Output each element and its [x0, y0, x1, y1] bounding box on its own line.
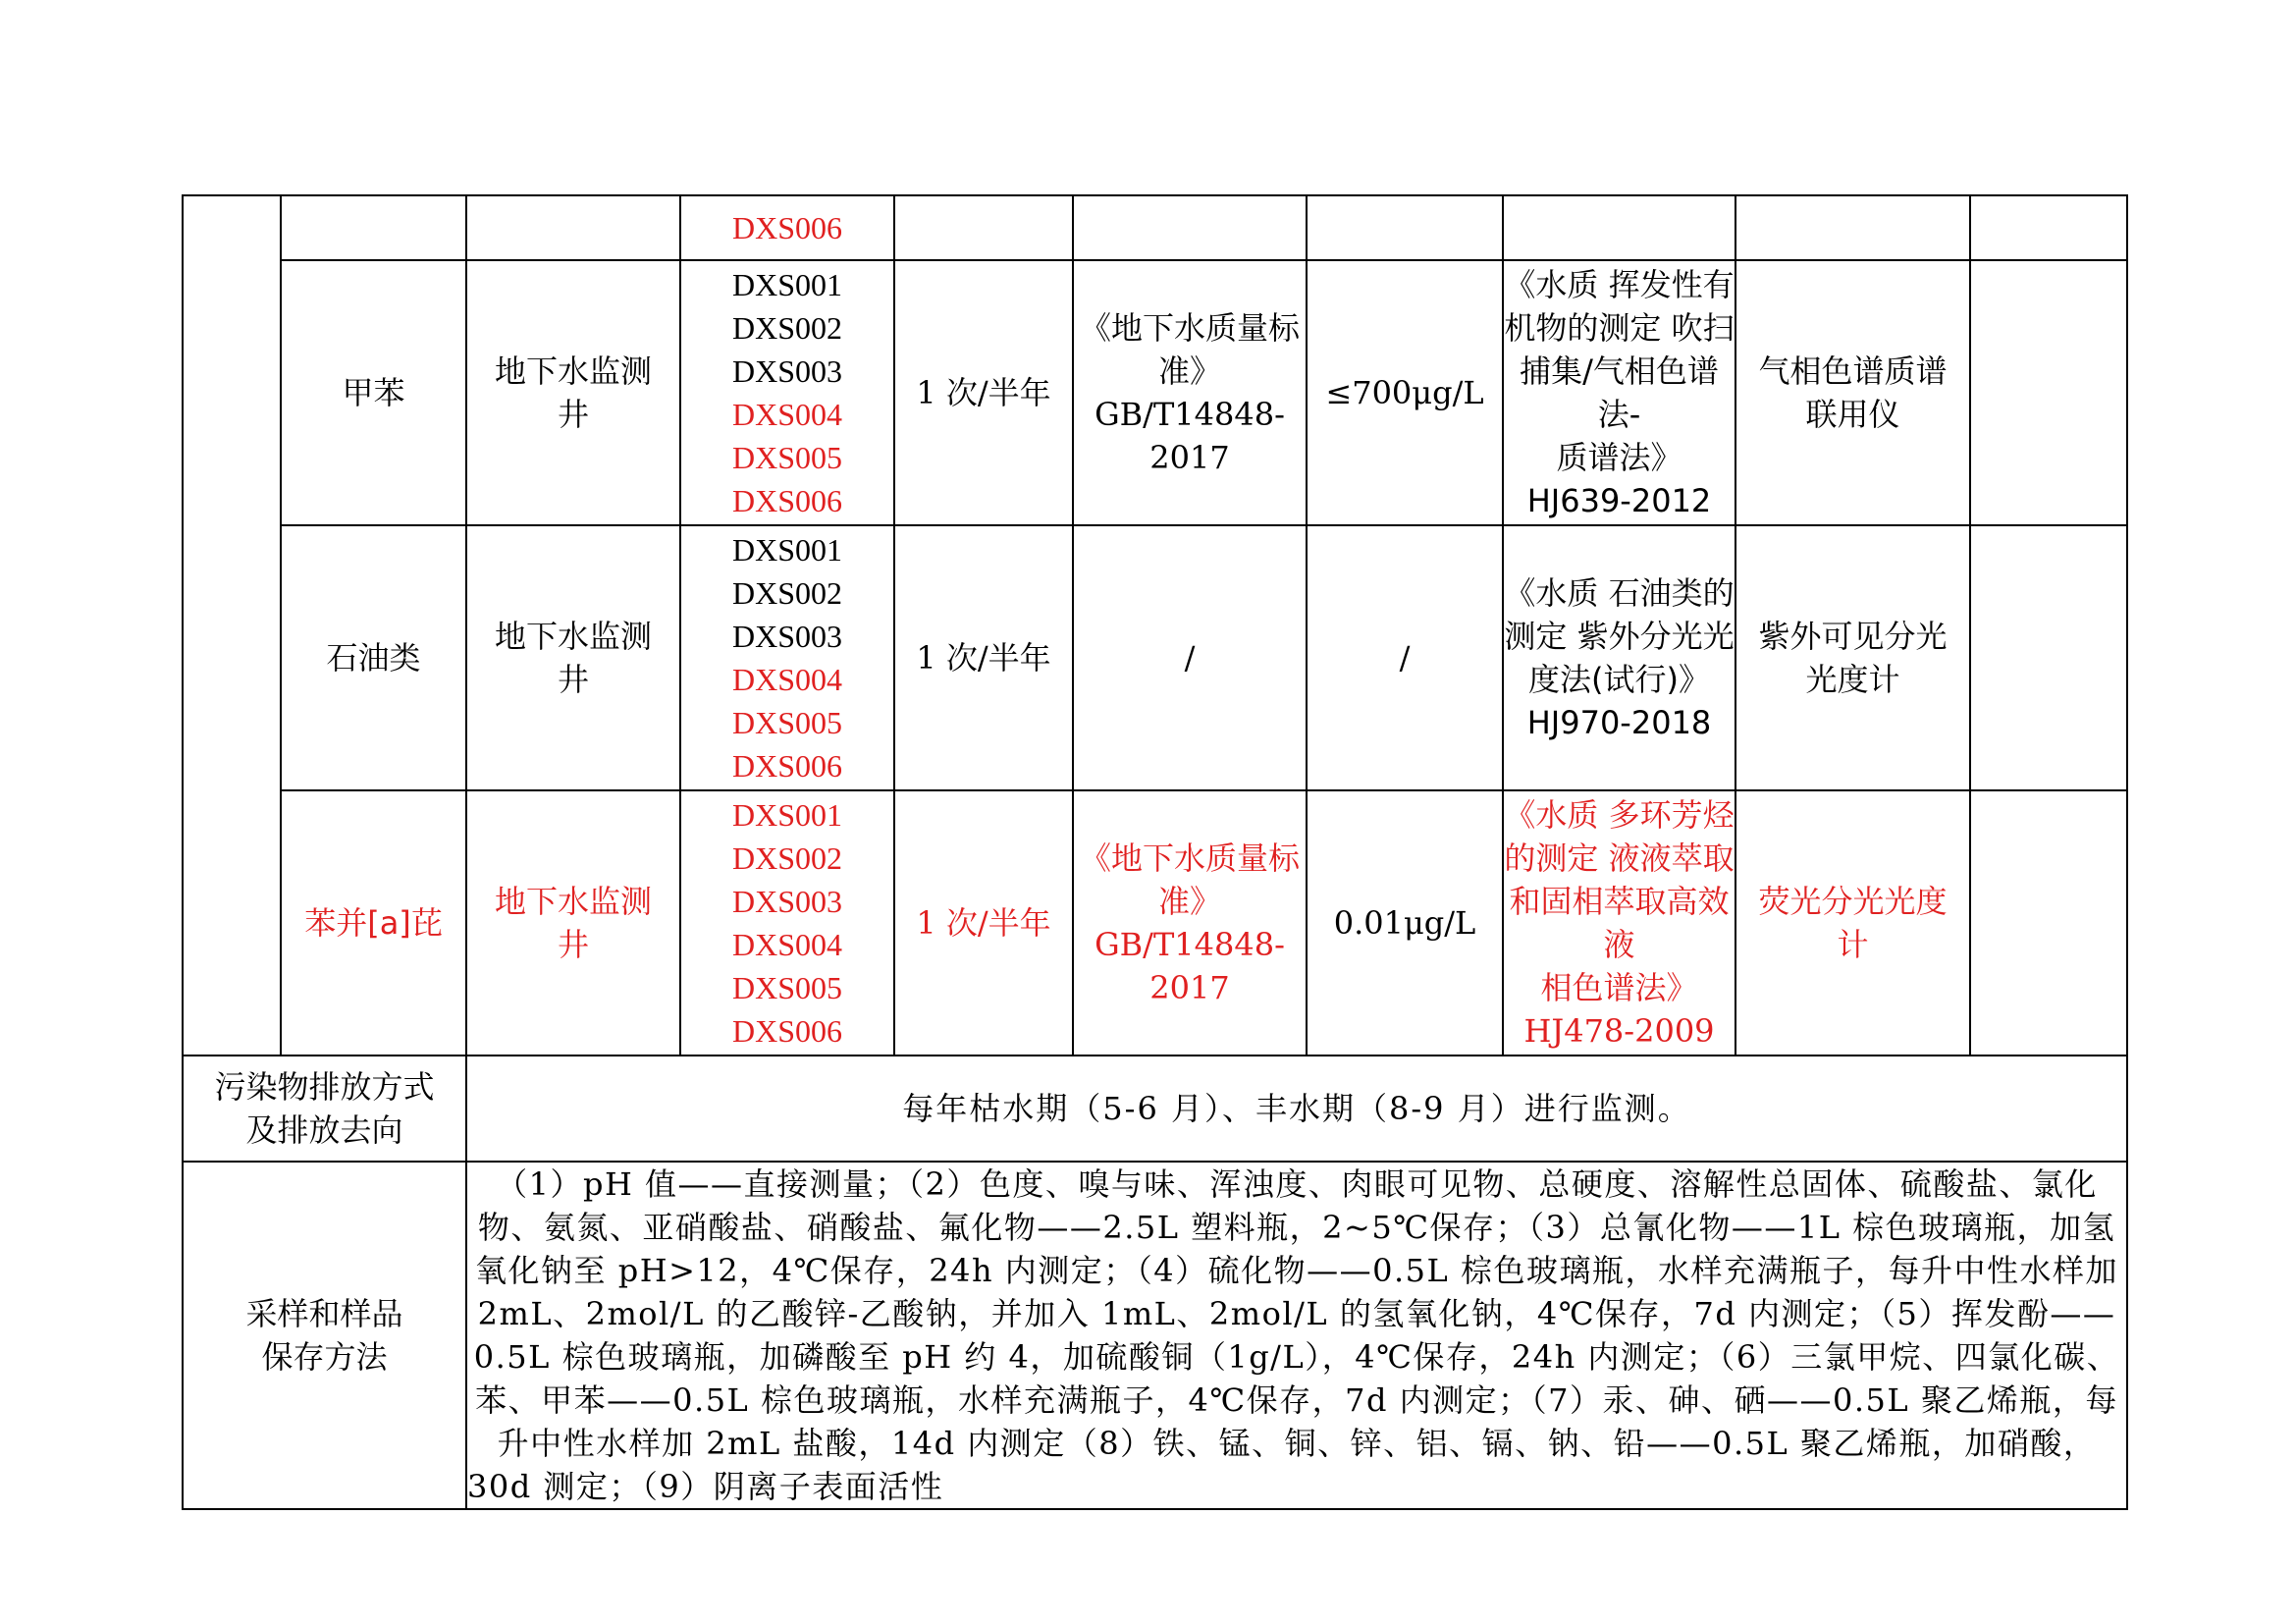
instrument-cell	[1735, 195, 1970, 260]
standard-line: GB/T14848-2017	[1095, 926, 1285, 1006]
instrument-line: 气相色谱质谱	[1758, 352, 1948, 390]
location-line: 地下水监测	[494, 352, 652, 390]
well-id: DXS001	[731, 532, 842, 568]
pollutant-cell: 苯并[a]芘	[281, 790, 466, 1056]
sampling-row	[183, 1162, 2127, 1509]
frequency-cell	[894, 195, 1073, 260]
instrument-line: 荧光分光光度	[1758, 883, 1948, 920]
location-cell	[466, 260, 680, 525]
method-cell	[1503, 525, 1735, 790]
location-cell	[466, 525, 680, 790]
well-id: DXS002	[731, 575, 842, 611]
standard-cell	[1073, 790, 1307, 1056]
method-line: HJ639-2012	[1526, 482, 1712, 519]
method-line: 质谱法》	[1556, 439, 1682, 476]
well-id: DXS005	[731, 970, 842, 1005]
location-line: 地下水监测	[494, 618, 652, 655]
instrument-line: 联用仪	[1805, 396, 1900, 433]
well-id: DXS005	[731, 705, 842, 740]
well-id: DXS006	[731, 210, 842, 245]
wells-cell	[680, 790, 894, 1056]
monitoring-table	[182, 194, 2128, 1510]
label-line: 及排放去向	[245, 1111, 403, 1149]
table-row	[183, 195, 2127, 260]
method-cell	[1503, 790, 1735, 1056]
standard-line: 准》	[1157, 352, 1221, 390]
remark-cell	[1970, 195, 2127, 260]
location-line: 井	[557, 396, 589, 433]
standard-line: /	[1184, 639, 1196, 677]
category-cell	[183, 195, 281, 1056]
remark-cell	[1970, 525, 2127, 790]
instrument-line: 光度计	[1805, 661, 1900, 698]
well-id: DXS006	[731, 483, 842, 518]
standard-line: 《地下水质量标	[1079, 839, 1300, 877]
pollutant-cell	[281, 195, 466, 260]
well-id: DXS002	[731, 840, 842, 876]
frequency-cell: 1 次/半年	[894, 790, 1073, 1056]
sampling-text: （1）pH 值——直接测量；（2）色度、嗅与味、浑浊度、肉眼可见物、总硬度、溶解性总固体、硫酸盐、氯化物、氨氮、亚硝酸盐、硝酸盐、氟化物——2.5L 塑料瓶，2~5℃保存；（3）总氰化物——1L 棕色玻璃瓶，加氢氧化钠至 pH>12，4℃保存，24h 内测定；（4）硫化物——0.5L 棕色玻璃瓶，水样充满瓶子，每升中性水样加 2mL、2mol/L 的乙酸锌-乙酸钠，并加入 1mL、2mol/L 的氢氧化钠，4℃保存，7d 内测定；（5）挥发酚——0.5L 棕色玻璃瓶，加磷酸至 pH 约 4，加硫酸铜（1g/L），4℃保存，24h 内测定；（6）三氯甲烷、四氯化碳、苯、甲苯——0.5L 棕色玻璃瓶，水样充满瓶子，4℃保存，7d 内测定；（7）汞、砷、硒——0.5L 聚乙烯瓶，每升中性水样加 2mL 盐酸，14d 内测定（8）铁、锰、铜、锌、铝、镉、钠、铅——0.5L 聚乙烯瓶，加硝酸，30d 测定；（9）阴离子表面活性	[466, 1162, 2127, 1509]
method-line: 机物的测定 吹扫	[1504, 309, 1735, 347]
frequency-cell: 1 次/半年	[894, 525, 1073, 790]
table-row	[183, 525, 2127, 790]
pollutant-cell: 甲苯	[281, 260, 466, 525]
limit-cell: 0.01μg/L	[1307, 790, 1503, 1056]
well-id: DXS004	[731, 397, 842, 432]
method-line: 的测定 液液萃取	[1504, 839, 1735, 877]
pollutant-cell: 石油类	[281, 525, 466, 790]
location-line: 地下水监测	[494, 883, 652, 920]
limit-cell: /	[1307, 525, 1503, 790]
instrument-cell	[1735, 525, 1970, 790]
method-line: HJ970-2018	[1526, 704, 1712, 741]
well-id: DXS006	[731, 748, 842, 784]
method-line: 相色谱法》	[1540, 969, 1698, 1006]
method-line: 测定 紫外分光光	[1504, 618, 1735, 655]
label-line: 保存方法	[261, 1338, 388, 1376]
standard-cell	[1073, 260, 1307, 525]
well-id: DXS006	[731, 1013, 842, 1049]
frequency-cell: 1 次/半年	[894, 260, 1073, 525]
location-line: 井	[557, 661, 589, 698]
method-line: 《水质 石油类的	[1504, 574, 1735, 612]
standard-cell	[1073, 195, 1307, 260]
discharge-text: 每年枯水期（5-6 月）、丰水期（8-9 月）进行监测。	[466, 1056, 2127, 1162]
well-id: DXS001	[731, 797, 842, 833]
table-row	[183, 790, 2127, 1056]
remark-cell	[1970, 790, 2127, 1056]
well-id: DXS003	[731, 353, 842, 389]
method-cell	[1503, 195, 1735, 260]
wells-cell	[680, 525, 894, 790]
wells-cell	[680, 195, 894, 260]
method-line: 度法(试行)》	[1528, 661, 1710, 698]
table-row	[183, 260, 2127, 525]
standard-line: GB/T14848-2017	[1095, 396, 1285, 476]
well-id: DXS001	[731, 267, 842, 302]
label-line: 采样和样品	[245, 1295, 403, 1332]
method-line: 《水质 多环芳烃	[1504, 796, 1735, 834]
discharge-row	[183, 1056, 2127, 1162]
limit-cell: ≤700μg/L	[1307, 260, 1503, 525]
limit-cell	[1307, 195, 1503, 260]
location-line: 井	[557, 926, 589, 963]
label-line: 污染物排放方式	[214, 1068, 435, 1106]
well-id: DXS003	[731, 884, 842, 919]
instrument-cell	[1735, 260, 1970, 525]
method-line: 捕集/气相色谱法-	[1520, 352, 1719, 433]
well-id: DXS002	[731, 310, 842, 346]
method-line: 和固相萃取高效液	[1509, 883, 1730, 963]
well-id: DXS004	[731, 927, 842, 962]
sampling-label	[183, 1162, 466, 1509]
instrument-cell	[1735, 790, 1970, 1056]
location-cell	[466, 790, 680, 1056]
method-cell	[1503, 260, 1735, 525]
well-id: DXS004	[731, 662, 842, 697]
standard-line: 《地下水质量标	[1079, 309, 1300, 347]
standard-cell	[1073, 525, 1307, 790]
discharge-label	[183, 1056, 466, 1162]
instrument-line: 计	[1837, 926, 1869, 963]
standard-line: 准》	[1157, 883, 1221, 920]
well-id: DXS003	[731, 619, 842, 654]
well-id: DXS005	[731, 440, 842, 475]
location-cell	[466, 195, 680, 260]
method-line: HJ478-2009	[1523, 1012, 1715, 1050]
wells-cell	[680, 260, 894, 525]
instrument-line: 紫外可见分光	[1758, 618, 1948, 655]
remark-cell	[1970, 260, 2127, 525]
method-line: 《水质 挥发性有	[1504, 266, 1735, 303]
